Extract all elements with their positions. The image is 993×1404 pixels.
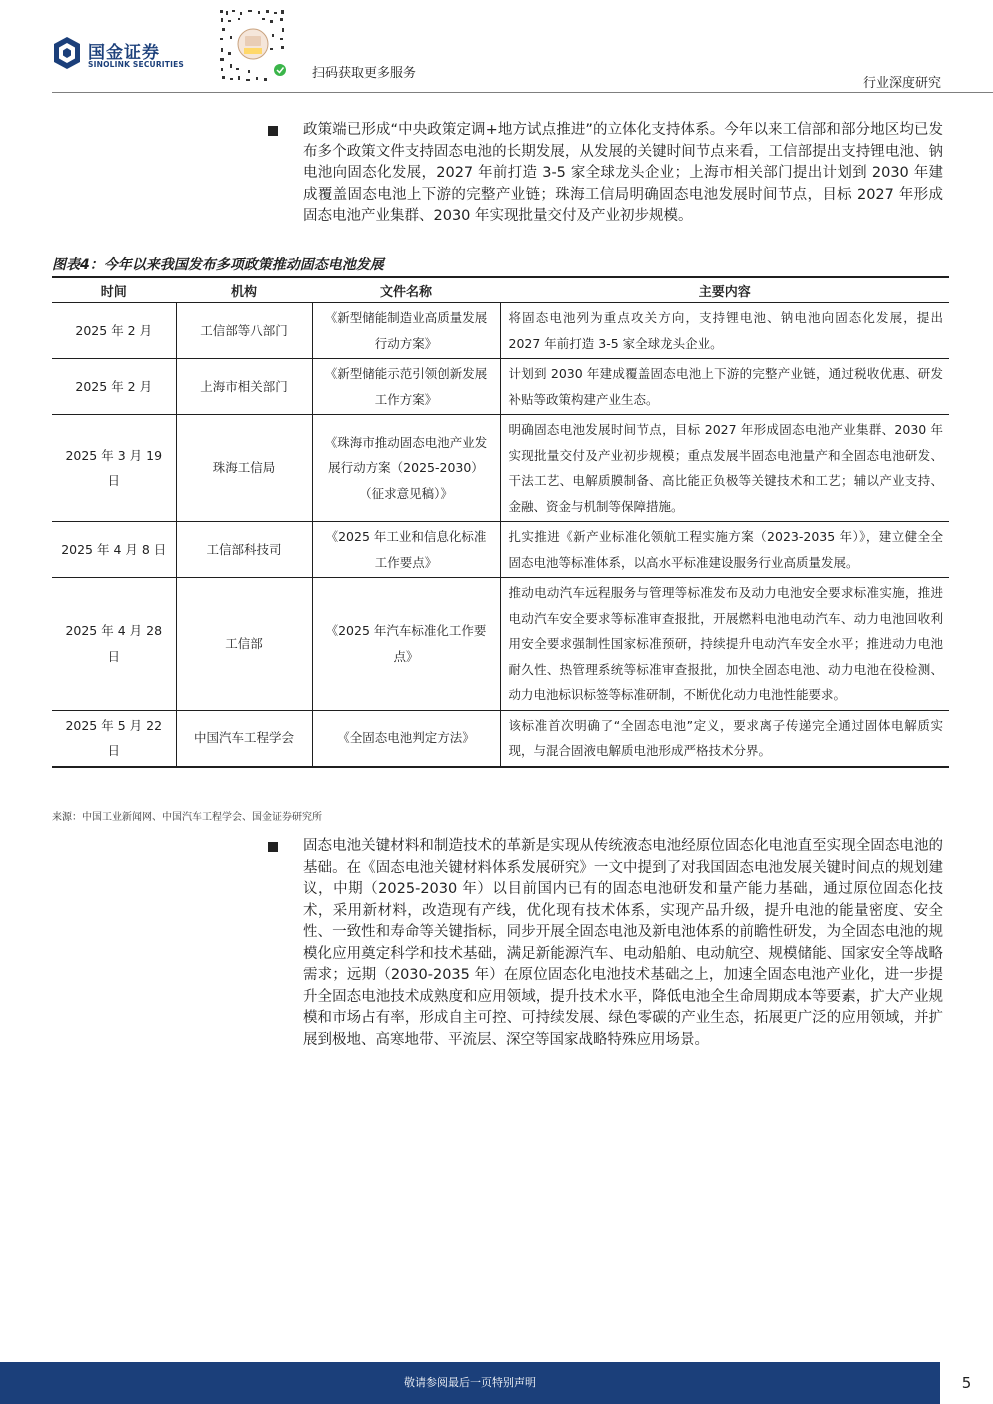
cell-org: 工信部等八部门 [176,303,312,359]
cell-doc: 《新型储能示范引领创新发展工作方案》 [312,359,500,415]
cell-time: 2025 年 5 月 22 日 [52,710,176,767]
cell-org: 中国汽车工程学会 [176,710,312,767]
footer-bar [0,1362,940,1404]
report-type-label: 行业深度研究 [862,76,941,91]
cell-time: 2025 年 2 月 [52,303,176,359]
table-row [52,303,949,359]
column-header: 时间 [52,277,176,303]
bullet-paragraph-policy [303,120,943,228]
cell-content: 计划到 2030 年建成覆盖固态电池上下游的完整产业链，通过税收优惠、研发补贴等政策构建产业生态。 [500,359,949,415]
cell-doc: 《珠海市推动固态电池产业发展行动方案（2025-2030）（征求意见稿）》 [312,415,500,522]
cell-time: 2025 年 2 月 [52,359,176,415]
table-header-row [52,277,949,303]
cell-content: 将固态电池列为重点攻关方向，支持锂电池、钠电池向固态化发展，提出 2027 年前打造 3-5 家全球龙头企业。 [500,303,949,359]
cell-org: 工信部科技司 [176,522,312,578]
company-logo [52,36,192,76]
cell-time: 2025 年 4 月 8 日 [52,522,176,578]
paragraph-text: 固态电池关键材料和制造技术的革新是实现从传统液态电池经原位固态化电池直至实现全固态电池的基础。在《固态电池关键材料体系发展研究》一文中提到了对我国固态电池发展关键时间点的规划建议，中期（2025-2030 年）以目前国内已有的固态电池研发和量产能力基础，通过原位固态化技术，采用新材料，改造现有产线，优化现有技术体系，实现产品升级，提升电池的能量密度、安全性、一致性和寿命等关键指标，同步开展全固态电池及新电池体系的前瞻性研发，为全固态电池的规模化应用奠定科学和技术基础，满足新能源汽车、电动船舶、电动航空、规模储能、国家安全等战略需求；远期（2030-2035 年）在原位固态化电池技术基础之上，加速全固态电池产业化，进一步提升全固态电池技术成熟度和应用领域，提升技术水平，降低电池全生命周期成本等要素，扩大产业规模和市场占有率，形成自主可控、可持续发展、绿色零碳的产业生态，拓展更广泛的应用领域，并扩展到极地、高寒地带、平流层、深空等国家战略特殊应用场景。 [303,838,943,1048]
table-row [52,415,949,522]
bullet-paragraph-materials [303,836,943,1051]
cell-doc: 《2025 年工业和信息化标准工作要点》 [312,522,500,578]
table-row [52,522,949,578]
figure-title: 图表4：今年以来我国发布多项政策推动固态电池发展 [52,257,384,273]
footer-disclaimer: 敬请参阅最后一页特别声明 [404,1376,536,1389]
logo-mark-icon [52,36,82,70]
cell-org: 上海市相关部门 [176,359,312,415]
cell-content: 推动电动汽车远程服务与管理等标准发布及动力电池安全要求标准实施，推进电动汽车安全要求等标准审查报批，开展燃料电池电动汽车、动力电池回收利用安全要求强制性国家标准预研，持续提升电动汽车安全水平；推进动力电池耐久性、热管理系统等标准审查报批，加快全固态电池、动力电池在役检测、动力电池标识标签等标准研制，不断优化动力电池性能要求。 [500,578,949,711]
table-row [52,710,949,767]
bullet-square-icon [268,842,278,852]
cell-content: 扎实推进《新产业标准化领航工程实施方案（2023-2035 年）》，建立健全全固态电池等标准体系，以高水平标准建设服务行业高质量发展。 [500,522,949,578]
cell-doc: 《全固态电池判定方法》 [312,710,500,767]
paragraph-text: 政策端已形成“中央政策定调+地方试点推进”的立体化支持体系。今年以来工信部和部分地区均已发布多个政策文件支持固态电池的长期发展，从发展的关键时间节点来看，工信部提出支持锂电池、钠电池向固态化发展，2027 年前打造 3-5 家全球龙头企业；上海市相关部门提出计划到 2030 年建成覆盖固态电池上下游的完整产业链；珠海工信局明确固态电池发展时间节点，目标 2027 年形成固态电池产业集群、2030 年实现批量交付及产业初步规模。 [303,122,943,224]
logo-en-text: SINOLINK SECURITIES [88,60,185,69]
cell-content: 明确固态电池发展时间节点，目标 2027 年形成固态电池产业集群、2030 年实现批量交付及产业初步规模；重点发展半固态电池量产和全固态电池研发、干法工艺、电解质膜制备、高比能正负极等关键技术和工艺；辅以产业支持、金融、资金与机制等保障措施。 [500,415,949,522]
cell-doc: 《2025 年汽车标准化工作要点》 [312,578,500,711]
header-divider [52,92,993,93]
table-row [52,578,949,711]
column-header: 机构 [176,277,312,303]
cell-time: 2025 年 4 月 28 日 [52,578,176,711]
table-row [52,359,949,415]
scan-qr-text: 扫码获取更多服务 [312,66,417,81]
cell-doc: 《新型储能制造业高质量发展行动方案》 [312,303,500,359]
page-number: 5 [961,1374,972,1392]
policy-table [52,276,949,768]
qr-code-icon[interactable] [218,8,288,84]
cell-org: 工信部 [176,578,312,711]
column-header: 文件名称 [312,277,500,303]
cell-content: 该标准首次明确了“全固态电池”定义，要求离子传递完全通过固体电解质实现，与混合固液电解质电池形成严格技术分界。 [500,710,949,767]
logo-cn-text: 国金证券 [88,43,160,63]
figure-source: 来源：中国工业新闻网、中国汽车工程学会、国金证券研究所 [52,812,322,823]
column-header: 主要内容 [500,277,949,303]
bullet-square-icon [268,126,278,136]
page-header [0,0,993,96]
cell-org: 珠海工信局 [176,415,312,522]
cell-time: 2025 年 3 月 19 日 [52,415,176,522]
